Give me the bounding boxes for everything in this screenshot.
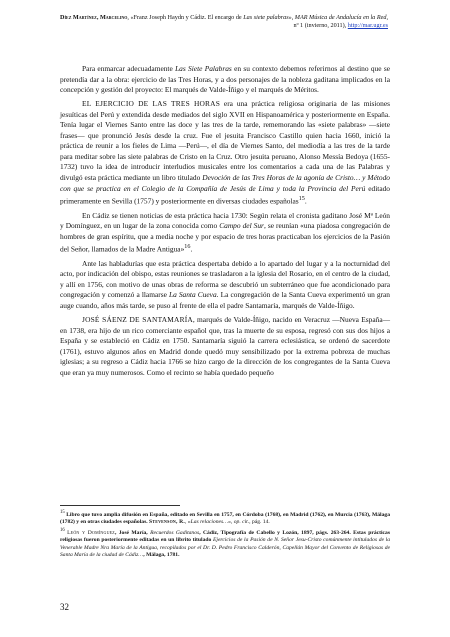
italic-title: Ejercicios de la Pasión de N. Señor Jesu-Cristo comúnmente intitulados de la Venerable Madre Nra María de la Antigua, recopilados por el Dr. D. Pedro Francisco Calderón, Capellán Mayor del Convento de Religiosas de Santa María de la ciudad de Cádiz… [60,537,391,559]
text-run: . [190,244,193,254]
section-term: JOSÉ SÁENZ DE SANTAMARÍA [82,314,193,324]
footnote-15 [60,509,390,527]
footnote-number: 16 [60,527,65,533]
footnote-number: 15 [60,510,65,515]
header-journal: MAR Música de Andalucía en la Red [294,14,387,21]
header-title-pre: , «Franz Joseph Haydn y Cádiz. El encargo de [127,14,244,21]
text-run: en su contexto debemos referirnos al destino que se pretendía dar a la obra: ejercicio de las Tres Horas, y a dos personajes de la nobleza gaditana implicados en la concepción y gestión del proyecto: El marqués de Valde-Íñigo y el marqués de Méritos. [60,64,390,95]
italic-title: Las relaciones… [190,519,229,526]
text-run: . La congregación de la Santa Cueva experimentó un gran auge cuando, años más tarde, se puso al frente de ella el padre Santamaría, marqués de Valde-Íñigo. [60,290,390,310]
footnote-ref-16[interactable]: 16 [184,244,191,251]
text-run: , « [185,519,191,526]
paragraph-5 [60,315,390,378]
running-header [60,14,388,30]
header-work-title: Las siete palabras [243,14,289,21]
italic-title: Devoción de las Tres Horas de la agonía de Cristo… y Método con que se practica en el Colegio de la Compañía de Jesús de Lima y toda la Provincia del Perú [60,172,390,193]
text-run: Para enmarcar adecuadamente [82,64,176,73]
footnote-ref-15[interactable]: 15 [298,196,305,203]
text-run: », [228,519,234,526]
page-number: 32 [60,602,69,612]
header-url-link[interactable]: http://mar.ugr.es [347,22,388,29]
italic-title: Las Siete Palabras [175,64,232,73]
text-run: Libro que tuvo amplia difusión en España, editado en Sevilla en 1757, en Córdoba (1768), en Madrid (1762), en Murcia (1763), Málaga (1782) y en otras ciudades españolas. [60,511,390,526]
paragraph-1 [60,64,390,96]
footnote-divider [60,505,180,506]
text-run: editado primeramente en Sevilla (1757) y posteriormente en diversas ciudades españolas [60,183,390,206]
text-run: En Cádiz se tienen noticias de esta práctica hacia 1730: Según relata el cronista gaditano José Mª León y Domínguez, en un lugar de la zona conocida como [60,210,390,231]
text-run: Ante las habladurías que esta práctica despertaba debido a lo apartado del lugar y a la nocturnidad del acto, por indicación del obispo, estas reuniones se trasladaron a la iglesia del Rosario, en el centro de la ciudad, y allí en 1756, con motivo de unas obras de reforma se descubrió un subterráneo que fue acondicionado para congregación y comenzó a llamarse [60,258,390,300]
text-run: . [304,196,307,206]
text-run: , se reunían «una piadosa congregación de hombres de gran espíritu, que a media noche y por espacio de tres horas practicaban los ejercicios de la Pasión del Señor, llamados de la Madre Antigua» [60,221,390,254]
author-name: Stevenson, R. [149,519,185,526]
text-run: , Cádiz, Tipografía de Cabello y Lozón, 1897, págs. 263-264. Estas prácticas religiosas fueron posteriormente editadas en un librito titulado [60,529,391,544]
italic-cite: op. cit. [233,519,250,526]
text-run: , Málaga, 1781. [143,552,180,559]
author-name: León y Domínguez [67,529,115,536]
footnotes [60,509,390,560]
text-run: , pág. 14. [249,519,270,526]
paragraph-2 [60,99,390,207]
header-title-post: », [288,14,295,21]
text-run: , José María, [114,529,151,536]
text-run: era una práctica religiosa originaria de las misiones jesuíticas del Perú y extendida desde mediados del siglo XVII en Hispanoamérica y posteriormente en España. Tenía lugar el Viernes Santo entre las doce y las tres de la tarde, rememorando las «siete palabras» —siete frases— que pronunció Jesús desde la cruz. Fue el jesuita Francisco Castillo quien hacia 1660, inició la práctica de reunir a los fieles de Lima —Perú—, el día de Viernes Santo, del mediodía a las tres de la tarde para meditar sobre las siete palabras de Cristo en la Cruz. Otro jesuita peruano, Alonso Messía Bedoya (1655-1732) tuvo la idea de introducir interludios musicales entre los comentarios a cada una de las Palabras y divulgó esta práctica mediante un libro titulado [60,99,390,182]
text-run: , marqués de Valde-Íñigo, nacido en Veracruz —Nueva España— en 1738, era hijo de un rico comerciante español que, tras la muerte de su esposa, regresó con sus dos hijos a España y se estableció en Cádiz en 1750. Santamaría siguió la carrera eclesiástica, se ordenó de sacerdote (1761), estuvo algunos años en Madrid donde quedó muy sensibilizado por la extrema pobreza de muchas iglesias; a su regreso a Cádiz hacia 1766 se hizo cargo de la dirección de los congregantes de la Santa Cueva que eran ya muy numerosos. Como el recinto se había quedado pequeño [60,314,390,377]
header-author: Díez Martínez, Marcelino [60,14,128,21]
italic-place: Campo del Sur [219,221,264,231]
italic-title: Recuerdos Gaditanos [150,529,200,536]
header-issue: , nº 1 (invierno, 2011), [293,14,388,29]
paragraph-4 [60,259,390,312]
section-term: EL EJERCICIO DE LAS TRES HORAS [82,99,221,109]
paragraph-3 [60,211,390,256]
italic-name: La Santa Cueva [168,290,217,300]
footnote-16 [60,527,390,560]
main-text [60,64,390,378]
